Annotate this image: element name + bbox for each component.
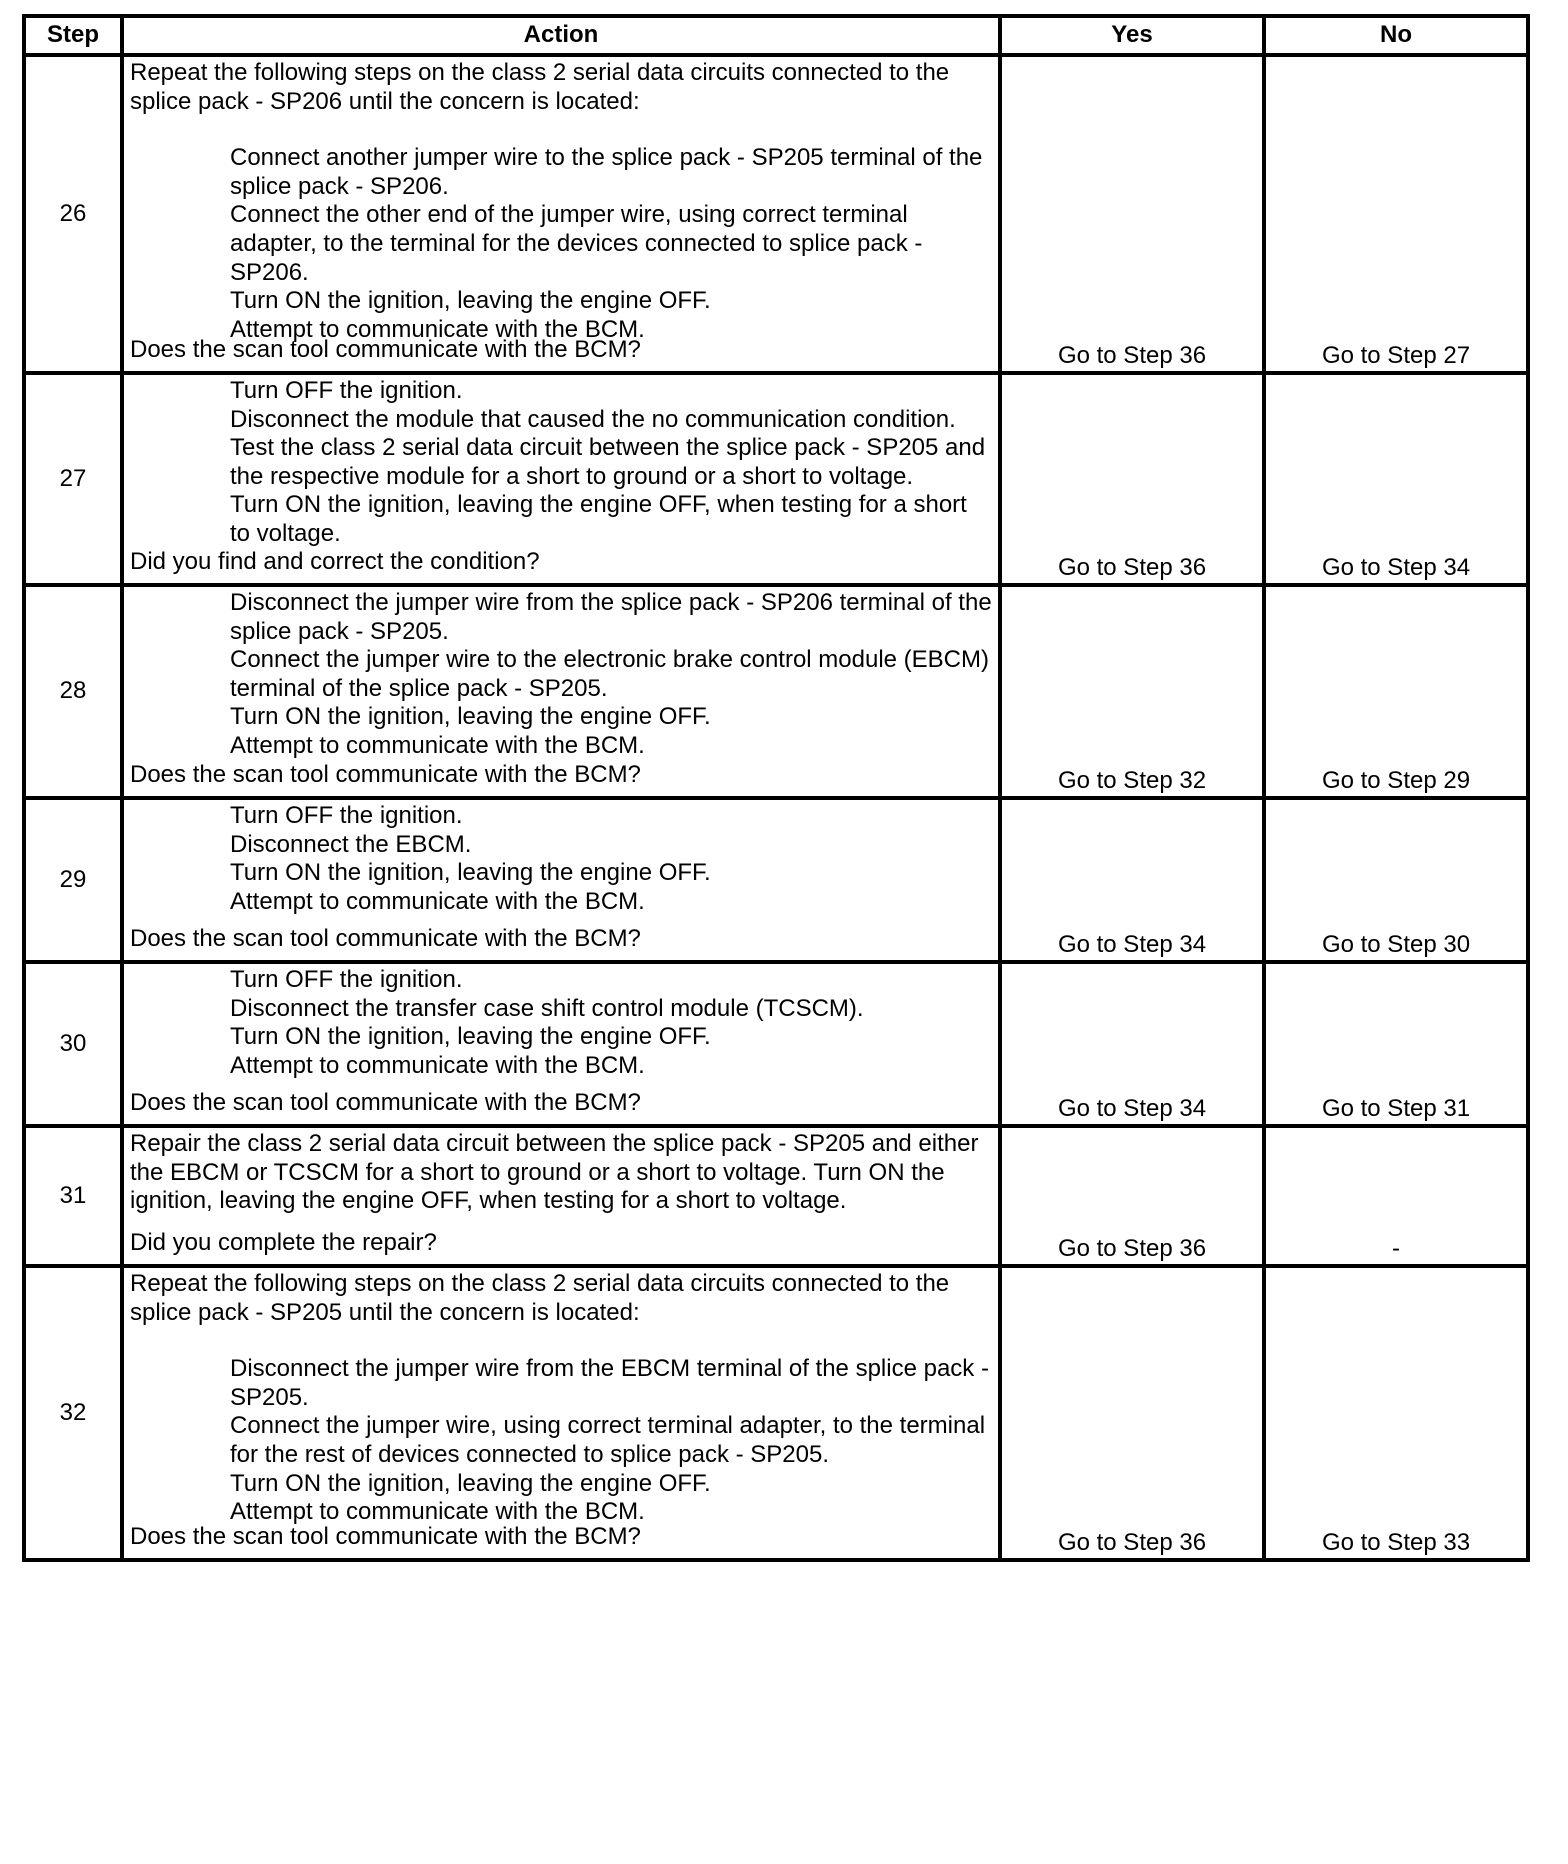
no-result: Go to Step 29 [1264, 585, 1528, 798]
action-substep: Test the class 2 serial data circuit between the splice pack - SP205 and the respective module for a short to ground or a short to voltage. [230, 434, 986, 490]
action-substep: Disconnect the jumper wire from the EBCM terminal of the splice pack - SP205. [230, 1355, 989, 1411]
step-number: 27 [24, 373, 122, 585]
action-substep: Turn ON the ignition, leaving the engine OFF. [230, 1023, 711, 1051]
action-substep: Connect the other end of the jumper wire, using correct terminal adapter, to the terminal for the devices connected to splice pack - SP206. [230, 201, 923, 286]
action-question: Does the scan tool communicate with the BCM? [130, 336, 641, 364]
action-cell [122, 55, 1000, 373]
action-substep: Turn OFF the ignition. [230, 966, 463, 993]
no-result: Go to Step 27 [1264, 55, 1528, 373]
header-yes: Yes [1000, 16, 1264, 55]
table-row [24, 798, 1528, 962]
action-question: Does the scan tool communicate with the BCM? [130, 1089, 641, 1117]
action-substep: Turn ON the ignition, leaving the engine OFF. [230, 1469, 711, 1497]
header-no: No [1264, 16, 1528, 55]
action-substep: Disconnect the jumper wire from the splice pack - SP206 terminal of the splice pack - SP205. [230, 589, 992, 645]
no-result: Go to Step 34 [1264, 373, 1528, 585]
action-cell [122, 962, 1000, 1126]
action-question: Does the scan tool communicate with the BCM? [130, 925, 641, 953]
action-substep: Connect another jumper wire to the splice pack - SP205 terminal of the splice pack - SP206. [230, 144, 983, 200]
action-question: Did you complete the repair? [130, 1229, 437, 1257]
diagnostic-steps-table [22, 14, 1530, 1562]
yes-result: Go to Step 34 [1000, 798, 1264, 962]
header-step: Step [24, 16, 122, 55]
step-number: 28 [24, 585, 122, 798]
action-substep: Turn OFF the ignition. [230, 802, 463, 829]
action-substep: Connect the jumper wire, using correct terminal adapter, to the terminal for the rest of devices connected to splice pack - SP205. [230, 1412, 986, 1468]
no-result: Go to Step 31 [1264, 962, 1528, 1126]
action-question: Did you find and correct the condition? [130, 548, 540, 576]
yes-result: Go to Step 36 [1000, 55, 1264, 373]
no-result: Go to Step 33 [1264, 1266, 1528, 1560]
action-substeps [130, 966, 992, 1080]
action-cell [122, 1266, 1000, 1560]
action-substep: Attempt to communicate with the BCM. [230, 731, 645, 759]
action-question: Does the scan tool communicate with the BCM? [130, 761, 641, 789]
action-substeps [130, 144, 992, 344]
action-cell [122, 1126, 1000, 1266]
action-intro: Repair the class 2 serial data circuit between the splice pack - SP205 and either the EBCM or TCSCM for a short to ground or a short to voltage. Turn ON the ignition, leaving the engine OFF, when testing for a short to voltage. [130, 1130, 979, 1215]
table-row [24, 962, 1528, 1126]
table-row [24, 1266, 1528, 1560]
step-number: 29 [24, 798, 122, 962]
action-substeps [130, 802, 992, 916]
header-row [24, 16, 1528, 55]
no-result: Go to Step 30 [1264, 798, 1528, 962]
action-substep: Connect the jumper wire to the electronic brake control module (EBCM) terminal of the splice pack - SP205. [230, 646, 989, 702]
action-substeps [130, 377, 992, 549]
step-number: 30 [24, 962, 122, 1126]
step-number: 26 [24, 55, 122, 373]
table-row [24, 1126, 1528, 1266]
action-intro: Repeat the following steps on the class 2 serial data circuits connected to the splice pack - SP206 until the concern is located: [130, 59, 950, 115]
action-cell [122, 585, 1000, 798]
table-row [24, 55, 1528, 373]
table-row [24, 373, 1528, 585]
action-substep: Turn ON the ignition, leaving the engine OFF. [230, 859, 711, 887]
table-row [24, 585, 1528, 798]
header-action: Action [122, 16, 1000, 55]
action-substep: Turn ON the ignition, leaving the engine OFF. [230, 703, 711, 731]
action-cell [122, 798, 1000, 962]
action-substep: Disconnect the transfer case shift control module (TCSCM). [230, 994, 864, 1022]
action-intro: Repeat the following steps on the class 2 serial data circuits connected to the splice pack - SP205 until the concern is located: [130, 1270, 950, 1326]
yes-result: Go to Step 36 [1000, 373, 1264, 585]
action-substep: Attempt to communicate with the BCM. [230, 1051, 645, 1079]
action-substep: Attempt to communicate with the BCM. [230, 887, 645, 915]
step-number: 31 [24, 1126, 122, 1266]
yes-result: Go to Step 36 [1000, 1126, 1264, 1266]
action-substep: Disconnect the EBCM. [230, 830, 472, 858]
yes-result: Go to Step 32 [1000, 585, 1264, 798]
action-question: Does the scan tool communicate with the BCM? [130, 1523, 641, 1551]
action-substeps [130, 1355, 992, 1527]
action-substeps [130, 589, 992, 761]
action-substep: Turn ON the ignition, leaving the engine OFF. [230, 287, 711, 315]
action-substep: Attempt to communicate with the BCM. [230, 315, 645, 343]
no-result: - [1264, 1126, 1528, 1266]
action-substep: Turn OFF the ignition. [230, 377, 463, 404]
step-number: 32 [24, 1266, 122, 1560]
action-substep: Turn ON the ignition, leaving the engine OFF, when testing for a short to voltage. [230, 491, 967, 547]
action-substep: Attempt to communicate with the BCM. [230, 1498, 645, 1526]
yes-result: Go to Step 36 [1000, 1266, 1264, 1560]
action-substep: Disconnect the module that caused the no communication condition. [230, 405, 956, 433]
yes-result: Go to Step 34 [1000, 962, 1264, 1126]
action-cell [122, 373, 1000, 585]
